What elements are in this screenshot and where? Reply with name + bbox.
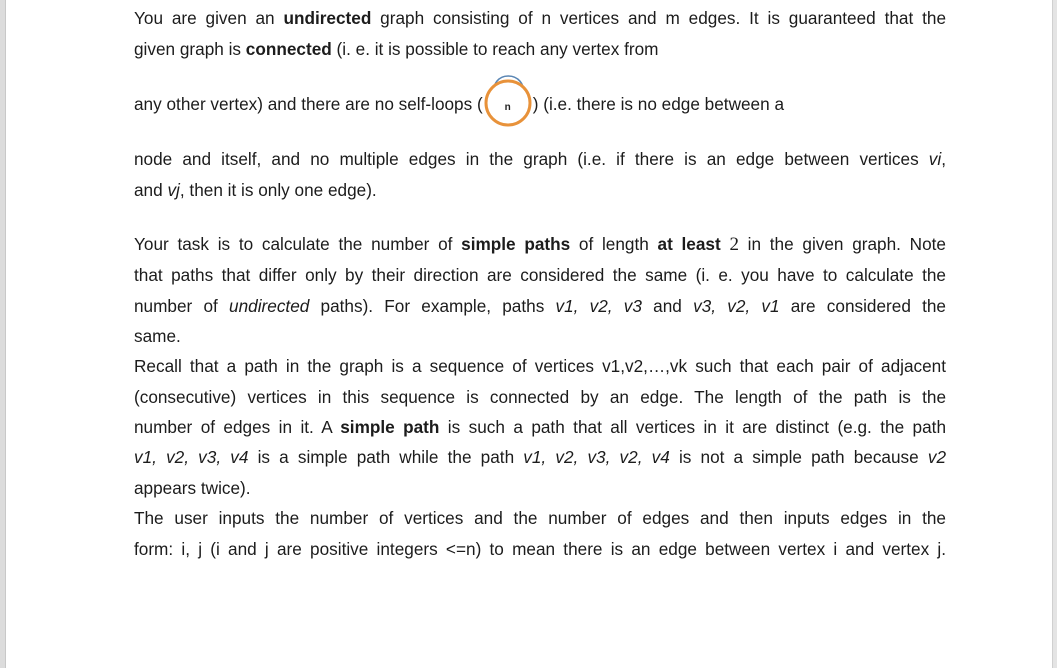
paragraph-2-line-11: form: i, j (i and j are positive integers <=n) to mean there is an edge between vertex i and vertex j. (134, 539, 946, 559)
paragraph-1-line-4: node and itself, and no multiple edges in the graph (i.e. if there is an edge between vertices vi, (134, 149, 946, 169)
self-loop-diagram (483, 93, 533, 115)
paragraph-2-line-7: number of edges in it. A simple path is such a path that all vertices in it are distinct (e.g. the path (134, 417, 947, 437)
paragraph-2-line-1: Your task is to calculate the number of simple paths of length at least 2 in the given graph. Note (134, 234, 946, 255)
paragraph-2-line-8: v1, v2, v3, v4 is a simple path while the path v1, v2, v3, v2, v4 is not a simple path because v2 (134, 447, 947, 467)
self-loop-node-label: n (504, 102, 511, 113)
paragraph-2-line-3: number of undirected paths). For example, paths v1, v2, v3 and v3, v2, v1 are considered the (134, 296, 946, 316)
paragraph-2-line-4: same. (134, 326, 181, 346)
paragraph-2-line-5: Recall that a path in the graph is a sequence of vertices v1,v2,…,vk such that each pair of adjacent (134, 356, 946, 376)
paragraph-2-line-6: (consecutive) vertices in this sequence is connected by an edge. The length of the path is the (134, 387, 946, 407)
paragraph-1-line-1: You are given an undirected graph consisting of n vertices and m edges. It is guaranteed that the (134, 8, 946, 28)
window-right-edge (1052, 0, 1057, 668)
paragraph-1-line-3: any other vertex) and there are no self-loops ( n ) (i.e. there is no edge between a (134, 93, 946, 115)
paragraph-2-line-9: appears twice). (134, 478, 251, 498)
paragraph-1-line-5: and vj, then it is only one edge). (134, 180, 377, 200)
paragraph-1-line-2: given graph is connected (i. e. it is possible to reach any vertex from (134, 39, 659, 59)
window-left-edge (0, 0, 6, 668)
paragraph-2-line-2: that paths that differ only by their direction are considered the same (i. e. you have to calculate the (134, 265, 946, 285)
paragraph-2-line-10: The user inputs the number of vertices and the number of edges and then inputs edges in the (134, 508, 946, 528)
